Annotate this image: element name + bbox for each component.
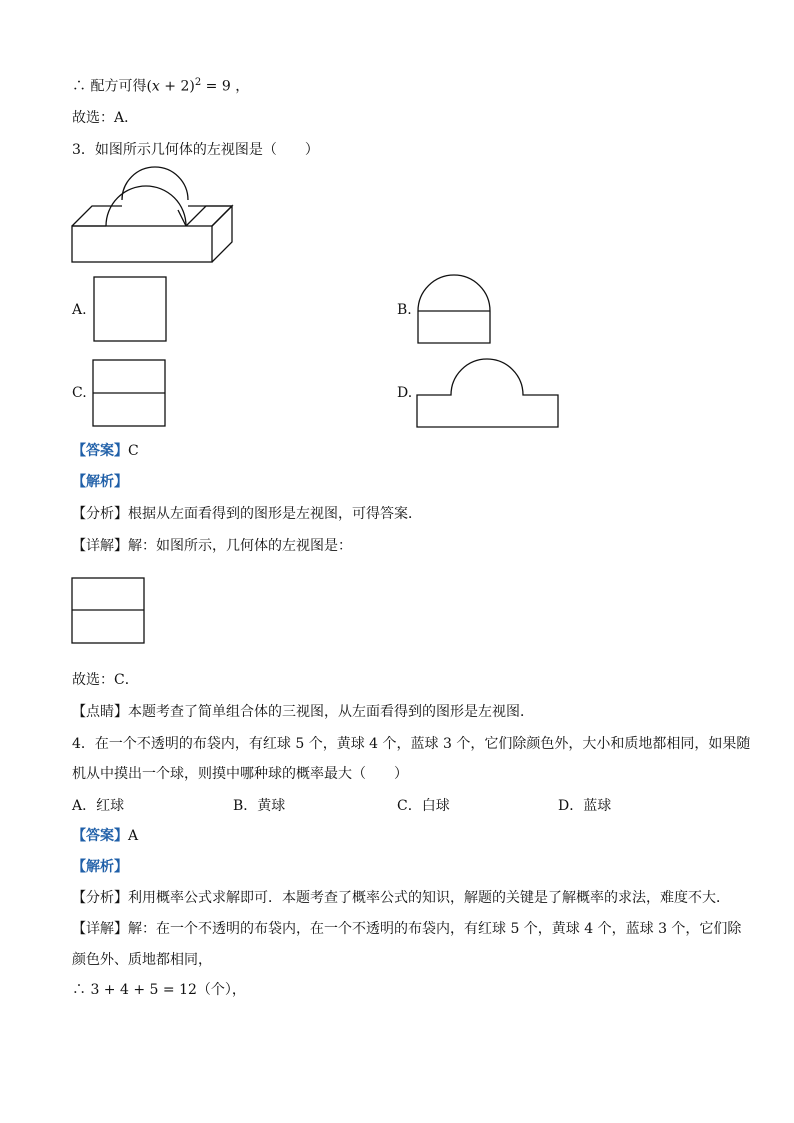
q3-stem: 3．如图所示几何体的左视图是（ ） bbox=[72, 142, 319, 158]
formula-line bbox=[72, 73, 249, 97]
plus-two: + 2) bbox=[159, 78, 195, 95]
paren-open: ( bbox=[146, 78, 152, 95]
q4-analysis-heading bbox=[72, 857, 128, 877]
q3-choose: 故选：C． bbox=[72, 672, 139, 688]
analysis-tag: 【解析】 bbox=[72, 859, 128, 875]
exponent: 2 bbox=[194, 77, 202, 88]
dianjing-text: 本题考查了简单组合体的三视图，从左面看得到的图形是左视图． bbox=[128, 704, 534, 720]
option-c-figure bbox=[92, 359, 166, 427]
answer-tag: 【答案】 bbox=[72, 828, 128, 844]
option-d-figure bbox=[416, 355, 560, 429]
option-a-figure bbox=[93, 276, 167, 342]
option-b-label[interactable]: B. bbox=[397, 302, 412, 318]
q4-fenxi bbox=[72, 888, 730, 908]
fenxi-tag: 【分析】 bbox=[72, 506, 128, 522]
left-view-figure bbox=[71, 577, 147, 645]
option-c-label[interactable]: C. bbox=[72, 385, 87, 401]
q4-sum-line: ∴ 3 + 4 + 5 = 12（个）， bbox=[72, 982, 246, 998]
q4-option-b[interactable]: B．黄球 bbox=[233, 798, 286, 814]
xiangjie-text: 解：如图所示，几何体的左视图是： bbox=[128, 538, 352, 554]
choose-a-line: 故选：A． bbox=[72, 110, 139, 126]
option-d-label[interactable]: D. bbox=[397, 385, 413, 401]
q4-xiangjie-line1 bbox=[72, 919, 741, 939]
dianjing-tag: 【点睛】 bbox=[72, 704, 128, 720]
fenxi-text: 根据从左面看得到的图形是左视图，可得答案． bbox=[128, 506, 422, 522]
answer-value: A bbox=[128, 828, 139, 844]
answer-value: C bbox=[128, 443, 139, 459]
q3-answer bbox=[72, 441, 139, 461]
equals-nine: = 9 ， bbox=[201, 78, 250, 95]
fenxi-text: 利用概率公式求解即可．本题考查了概率公式的知识，解题的关键是了解概率的求法，难度不大． bbox=[128, 890, 730, 906]
xiangjie-tag: 【详解】 bbox=[72, 921, 128, 937]
fenxi-tag: 【分析】 bbox=[72, 890, 128, 906]
answer-tag: 【答案】 bbox=[72, 443, 128, 459]
q4-stem-line2: 机从中摸出一个球，则摸中哪种球的概率最大（ ） bbox=[72, 766, 408, 782]
q4-option-a[interactable]: A．红球 bbox=[72, 798, 125, 814]
analysis-tag: 【解析】 bbox=[72, 474, 128, 490]
q3-fenxi bbox=[72, 504, 422, 524]
q3-xiangjie bbox=[72, 536, 352, 556]
q4-answer bbox=[72, 826, 138, 846]
option-a-label[interactable]: A. bbox=[72, 302, 87, 318]
q3-analysis-heading bbox=[72, 472, 128, 492]
xiangjie-text: 解：在一个不透明的布袋内，在一个不透明的布袋内，有红球 5 个，黄球 4 个，蓝球 3 个，它们除 bbox=[128, 921, 742, 937]
q4-option-c[interactable]: C．白球 bbox=[397, 798, 450, 814]
solid-figure bbox=[70, 166, 236, 266]
q4-stem-line1: 4．在一个不透明的布袋内，有红球 5 个，黄球 4 个，蓝球 3 个，它们除颜色外，大小和质地都相同，如果随 bbox=[72, 736, 751, 752]
option-b-figure bbox=[417, 274, 491, 344]
xiangjie-tag: 【详解】 bbox=[72, 538, 128, 554]
q3-dianjing bbox=[72, 702, 534, 722]
var-x: x bbox=[151, 78, 160, 95]
q4-option-d[interactable]: D．蓝球 bbox=[558, 798, 612, 814]
q4-xiangjie-line2: 颜色外、质地都相同， bbox=[72, 952, 212, 968]
therefore-prefix: ∴ 配方可得 bbox=[72, 78, 147, 95]
